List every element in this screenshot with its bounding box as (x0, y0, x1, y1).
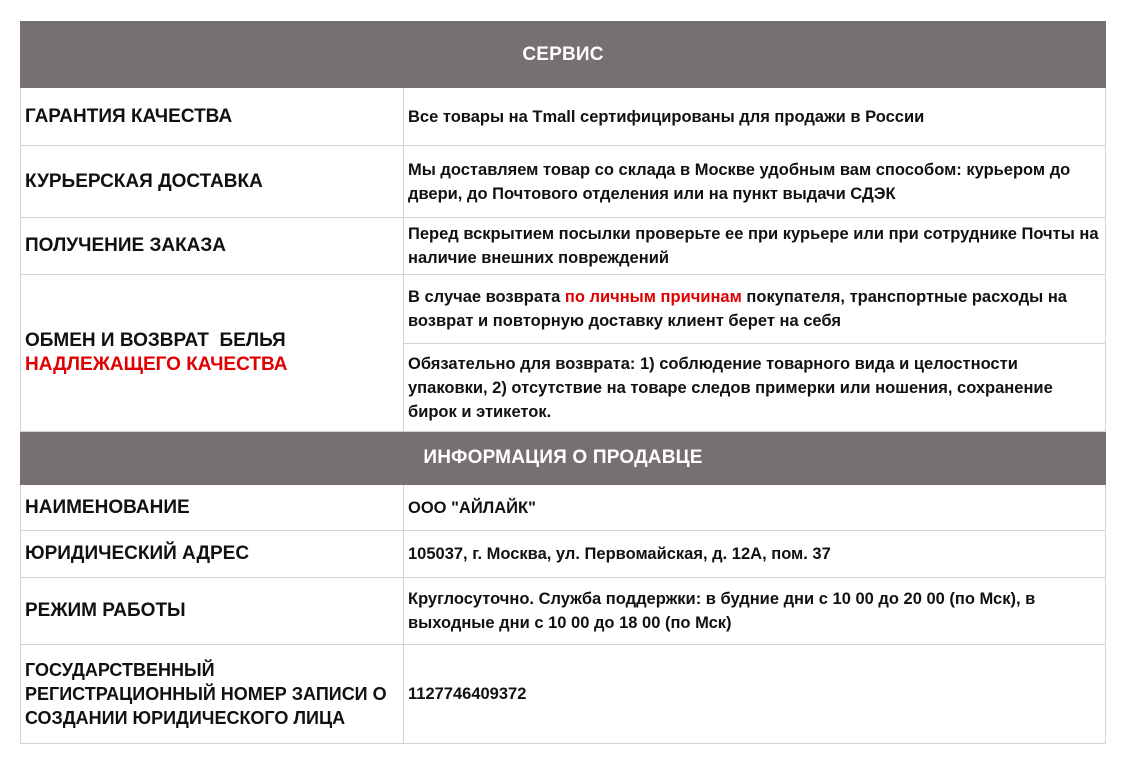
section-title-service: СЕРВИС (21, 22, 1106, 88)
info-table (20, 21, 1106, 744)
label-courier-delivery: КУРЬЕРСКАЯ ДОСТАВКА (21, 146, 404, 218)
label-quality-guarantee: ГАРАНТИЯ КАЧЕСТВА (21, 88, 404, 146)
value-company-name: ООО "АЙЛАЙК" (404, 485, 1106, 531)
value-return-text-before: В случае возврата (408, 288, 565, 306)
row-company-name (21, 485, 1106, 531)
section-header-seller (21, 432, 1106, 485)
row-legal-address (21, 531, 1106, 578)
value-registration-number: 1127746409372 (404, 645, 1106, 744)
section-title-seller: ИНФОРМАЦИЯ О ПРОДАВЦЕ (21, 432, 1106, 485)
value-courier-delivery: Мы доставляем товар со склада в Москве удобным вам способом: курьером до двери, до Почтового отделения или на пункт выдачи СДЭК (404, 146, 1106, 218)
row-registration-number (21, 645, 1106, 744)
value-return-text-after: покупателя, транспортные расходы на возврат и повторную доставку клиент берет на себя (408, 288, 1067, 330)
row-return-exchange (21, 275, 1106, 344)
label-registration-number: ГОСУДАРСТВЕННЫЙ РЕГИСТРАЦИОННЫЙ НОМЕР ЗАПИСИ О СОЗДАНИИ ЮРИДИЧЕСКОГО ЛИЦА (21, 645, 404, 744)
label-working-hours: РЕЖИМ РАБОТЫ (21, 578, 404, 645)
value-order-receipt: Перед вскрытием посылки проверьте ее при курьере или при сотруднике Почты на наличие внешних повреждений (404, 218, 1106, 275)
value-return-personal (404, 275, 1106, 344)
value-quality-guarantee: Все товары на Tmall сертифицированы для продажи в России (404, 88, 1106, 146)
value-legal-address: 105037, г. Москва, ул. Первомайская, д. 12А, пом. 37 (404, 531, 1106, 578)
value-return-highlight: по личным причинам (564, 288, 742, 306)
label-return-exchange (21, 275, 404, 432)
value-return-conditions: Обязательно для возврата: 1) соблюдение товарного вида и целостности упаковки, 2) отсутствие на товаре следов примерки или ношения, сохранение бирок и этикеток. (404, 344, 1106, 432)
label-return-line1: ОБМЕН И ВОЗВРАТ БЕЛЬЯ (25, 330, 286, 351)
row-order-receipt (21, 218, 1106, 275)
row-courier-delivery (21, 146, 1106, 218)
section-header-service (21, 22, 1106, 88)
label-company-name: НАИМЕНОВАНИЕ (21, 485, 404, 531)
label-legal-address: ЮРИДИЧЕСКИЙ АДРЕС (21, 531, 404, 578)
label-return-line2: НАДЛЕЖАЩЕГО КАЧЕСТВА (25, 354, 288, 375)
row-quality-guarantee (21, 88, 1106, 146)
row-working-hours (21, 578, 1106, 645)
label-order-receipt: ПОЛУЧЕНИЕ ЗАКАЗА (21, 218, 404, 275)
value-working-hours: Круглосуточно. Служба поддержки: в будние дни с 10 00 до 20 00 (по Мск), в выходные дни с 10 00 до 18 00 (по Мск) (404, 578, 1106, 645)
